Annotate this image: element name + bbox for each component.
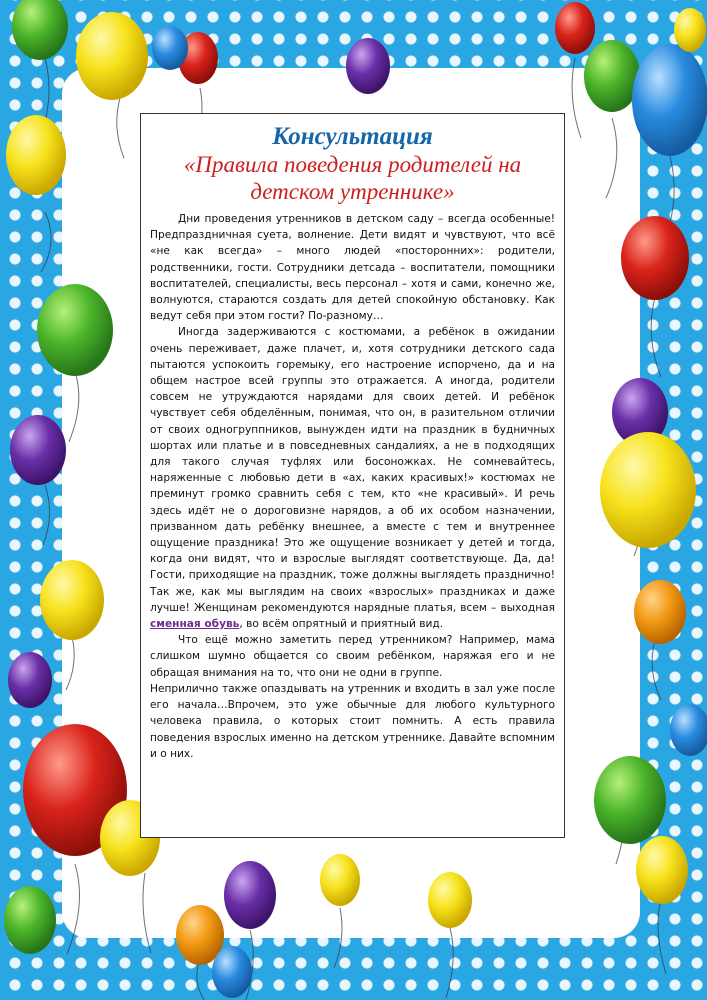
page-subtitle: «Правила поведения родителей на детском утреннике» (183, 152, 522, 204)
balloon-yellow-br (636, 836, 688, 904)
paragraph-3: Что ещё можно заметить перед утренником? Например, мама слишком шумно общается со своим ребёнком, наряжая его и не обращая внимания на то, что они не одни в группе. (150, 634, 555, 679)
balloon-purple-left2 (8, 652, 52, 708)
balloon-yellow-tl (76, 12, 148, 100)
balloon-purple-bl (224, 861, 276, 929)
balloon-yellow-right (600, 432, 696, 548)
article-body (150, 211, 555, 762)
balloon-green-left (37, 284, 113, 376)
balloon-green-br (594, 756, 666, 844)
balloon-yellow-left (6, 115, 66, 195)
balloon-blue-tl (152, 26, 188, 70)
balloon-green-tr (584, 40, 640, 112)
balloon-purple-left (10, 415, 66, 485)
balloon-red-right (621, 216, 689, 300)
paragraph-4: Неприлично также опаздывать на утренник и входить в зал уже после его начала…Впрочем, это уже обычные для любого культурного человека правила, о которых стоит помнить. А есть правила поведения взрослых именно на детском утреннике. Давайте вспомним и о них. (150, 682, 555, 760)
paragraph-2-text: Иногда задерживаются с костюмами, а ребёнок в ожидании очень переживает, даже плачет, и, хотя сотрудники детского сада пытаются успокоить горемыку, его настроение испорчено, да и на общем настрое всей группы это отражается. А иногда, родители совсем не утруждаются нарядами для своих детей. И ребёнок чувствует себя обделённым, понимая, что он, в разительном отличии от своих одногруппников, вынужден идти на праздник в будничных шортах или платье и в повседневных сандалиях, а не в подходящих для такого случая туфлях или босоножках. Не сомневайтесь, наряженные с любовью дети в «ах, каких красивых!» костюмах не преминут громко сравнить себя с тем, кто «не красивый». И речь здесь идёт не о дороговизне нарядов, а об их особом назначении, призванном дать ребёнку внешнее, а вместе с тем и внутреннее ощущение праздника! Это же ощущение возникает у детей и тогда, когда они видят, что и взрослые выглядят соответствующе. Да, да! Гости, приходящие на праздник, тоже должны выглядеть празднично! Так же, как мы выглядим на своих «взрослых» праздниках и даже лучше! Женщинам рекомендуются нарядные платья, всем – выходная (150, 326, 555, 614)
balloon-purple-top (346, 38, 390, 94)
balloon-orange-right (634, 580, 686, 644)
balloon-yellow-bottom2 (428, 872, 472, 928)
paragraph-2 (150, 324, 555, 632)
page-title: Консультация (272, 123, 433, 150)
balloon-red-tr (555, 2, 595, 54)
paragraph-2-end: , во всём опрятный и приятный вид. (239, 618, 444, 631)
link-spare-shoes[interactable]: сменная обувь (150, 618, 240, 631)
consultation-card (140, 113, 565, 838)
balloon-blue-bottom (212, 946, 252, 998)
paragraph-1: Дни проведения утренников в детском саду – всегда особенные! Предпраздничная суета, волнение. Дети видят и чувствуют, что всё «не как всегда» – много людей «посторонних»: родители, родственники, гости. Сотрудники детсада – воспитатели, помощники воспитателей, специалисты, весь персонал – хотя и сами, конечно же, волнуются, стараются создать для детей спокойную обстановку. Как ведут себя при этом гости? По-разному… (150, 213, 555, 323)
balloon-green-tl (12, 0, 68, 60)
balloon-yellow-left2 (40, 560, 104, 640)
balloon-green-bl (4, 886, 56, 954)
balloon-yellow-tr (674, 8, 706, 52)
balloon-blue-tr (632, 44, 707, 156)
balloon-yellow-bottom (320, 854, 360, 906)
balloon-blue-br (670, 704, 707, 756)
